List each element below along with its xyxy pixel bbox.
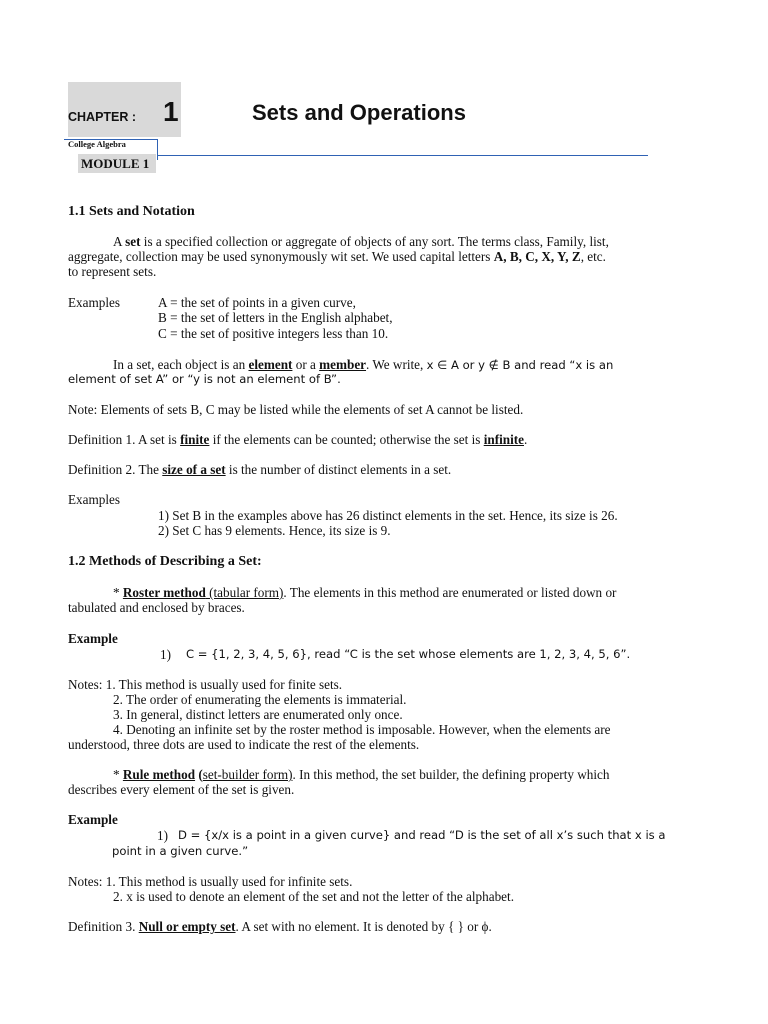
notes-roster-3: 3. In general, distinct letters are enumerated only once. bbox=[113, 707, 403, 722]
term-set: set bbox=[125, 234, 141, 249]
set-builder-form: set-builder form) bbox=[202, 767, 293, 782]
examples-label: Examples bbox=[68, 295, 121, 310]
header-rule bbox=[158, 155, 648, 156]
text: Definition 3. bbox=[68, 919, 139, 934]
term-element: element bbox=[248, 357, 293, 372]
paragraph-element-line2: element of set A” or “y is not an element of B”. bbox=[68, 372, 341, 386]
text: is the number of distinct elements in a set. bbox=[225, 462, 452, 477]
example-c: C = the set of positive integers less than 10. bbox=[158, 326, 389, 341]
text: is a specified collection or aggregate of objects of any sort. The terms class, Family, list, bbox=[140, 234, 609, 249]
rule-example-number: 1) bbox=[157, 828, 168, 843]
chapter-label: CHAPTER : bbox=[68, 110, 137, 124]
notes-roster-1: Notes: 1. This method is usually used for finite sets. bbox=[68, 677, 343, 692]
notes-roster-4: 4. Denoting an infinite set by the roster method is imposable. However, when the elements are bbox=[113, 722, 611, 737]
text: Definition 2. The bbox=[68, 462, 163, 477]
membership-notation: x ∈ A or y ∉ B and read “x is an bbox=[426, 358, 614, 372]
text: . bbox=[524, 432, 528, 447]
term-member: member bbox=[319, 357, 367, 372]
definition-1 bbox=[68, 432, 527, 447]
notes-rule-1: Notes: 1. This method is usually used for infinite sets. bbox=[68, 874, 353, 889]
roster-example: C = {1, 2, 3, 4, 5, 6}, read “C is the set whose elements are 1, 2, 3, 4, 5, 6”. bbox=[186, 647, 631, 661]
example-size-2: 2) Set C has 9 elements. Hence, its size is 9. bbox=[158, 523, 391, 538]
note-listing: Note: Elements of sets B, C may be listed while the elements of set A cannot be listed. bbox=[68, 402, 524, 417]
paragraph-set-definition-line1 bbox=[113, 234, 609, 249]
text: or a bbox=[292, 357, 320, 372]
text: A bbox=[113, 234, 126, 249]
section-heading-1-1: 1.1 Sets and Notation bbox=[68, 204, 195, 219]
text: ( bbox=[195, 767, 203, 782]
example-label-2: Example bbox=[68, 812, 118, 827]
notes-rule-2: 2. x is used to denote an element of the set and not the letter of the alphabet. bbox=[113, 889, 514, 904]
paragraph-set-definition-line2 bbox=[68, 249, 606, 264]
definition-3 bbox=[68, 919, 492, 934]
rule-method-line1 bbox=[113, 767, 610, 782]
term-size-of-set: size of a set bbox=[162, 462, 226, 477]
rule-example-line2: point in a given curve.” bbox=[112, 844, 249, 858]
roster-example-number: 1) bbox=[160, 647, 171, 662]
paragraph-element-line1 bbox=[113, 357, 613, 373]
text: if the elements can be counted; otherwise the set is bbox=[209, 432, 484, 447]
capital-letters: A, B, C, X, Y, Z bbox=[493, 249, 581, 264]
module-label: MODULE 1 bbox=[81, 156, 150, 171]
text: Definition 1. A set is bbox=[68, 432, 181, 447]
term-roster-method: Roster method bbox=[122, 585, 206, 600]
term-finite: finite bbox=[180, 432, 210, 447]
example-label: Example bbox=[68, 631, 118, 646]
rule-example-line1: D = {x/x is a point in a given curve} and read “D is the set of all x’s such that x is a bbox=[178, 828, 666, 842]
paragraph-set-definition-line3: to represent sets. bbox=[68, 264, 157, 279]
notes-roster-5: understood, three dots are used to indicate the rest of the elements. bbox=[68, 737, 420, 752]
term-null-set: Null or empty set bbox=[138, 919, 236, 934]
definition-2 bbox=[68, 462, 451, 477]
term-rule-method: Rule method bbox=[122, 767, 196, 782]
chapter-title: Sets and Operations bbox=[252, 100, 466, 125]
text: aggregate, collection may be used synonymously wit set. We used capital letters bbox=[68, 249, 494, 264]
term-infinite: infinite bbox=[483, 432, 524, 447]
text: , etc. bbox=[580, 249, 606, 264]
roster-method-line1 bbox=[113, 585, 616, 600]
tabular-form: (tabular form) bbox=[205, 585, 284, 600]
chapter-number: 1 bbox=[163, 96, 179, 127]
text: In a set, each object is an bbox=[113, 357, 249, 372]
section-heading-1-2: 1.2 Methods of Describing a Set: bbox=[68, 554, 262, 569]
text: . In this method, the set builder, the defining property which bbox=[292, 767, 610, 782]
text: . We write, bbox=[366, 357, 427, 372]
college-label: College Algebra bbox=[68, 139, 126, 149]
example-size-1: 1) Set B in the examples above has 26 distinct elements in the set. Hence, its size is 26. bbox=[158, 508, 618, 523]
rule-method-line2: describes every element of the set is given. bbox=[68, 782, 295, 797]
text: . The elements in this method are enumerated or listed down or bbox=[283, 585, 617, 600]
notes-roster-2: 2. The order of enumerating the elements is immaterial. bbox=[113, 692, 407, 707]
text: * bbox=[113, 585, 123, 600]
example-a: A = the set of points in a given curve, bbox=[158, 295, 356, 310]
text: . A set with no element. It is denoted by { } or ϕ. bbox=[235, 919, 492, 934]
example-b: B = the set of letters in the English alphabet, bbox=[158, 310, 393, 325]
roster-method-line2: tabulated and enclosed by braces. bbox=[68, 600, 245, 615]
text: * bbox=[113, 767, 123, 782]
examples-label-2: Examples bbox=[68, 492, 121, 507]
